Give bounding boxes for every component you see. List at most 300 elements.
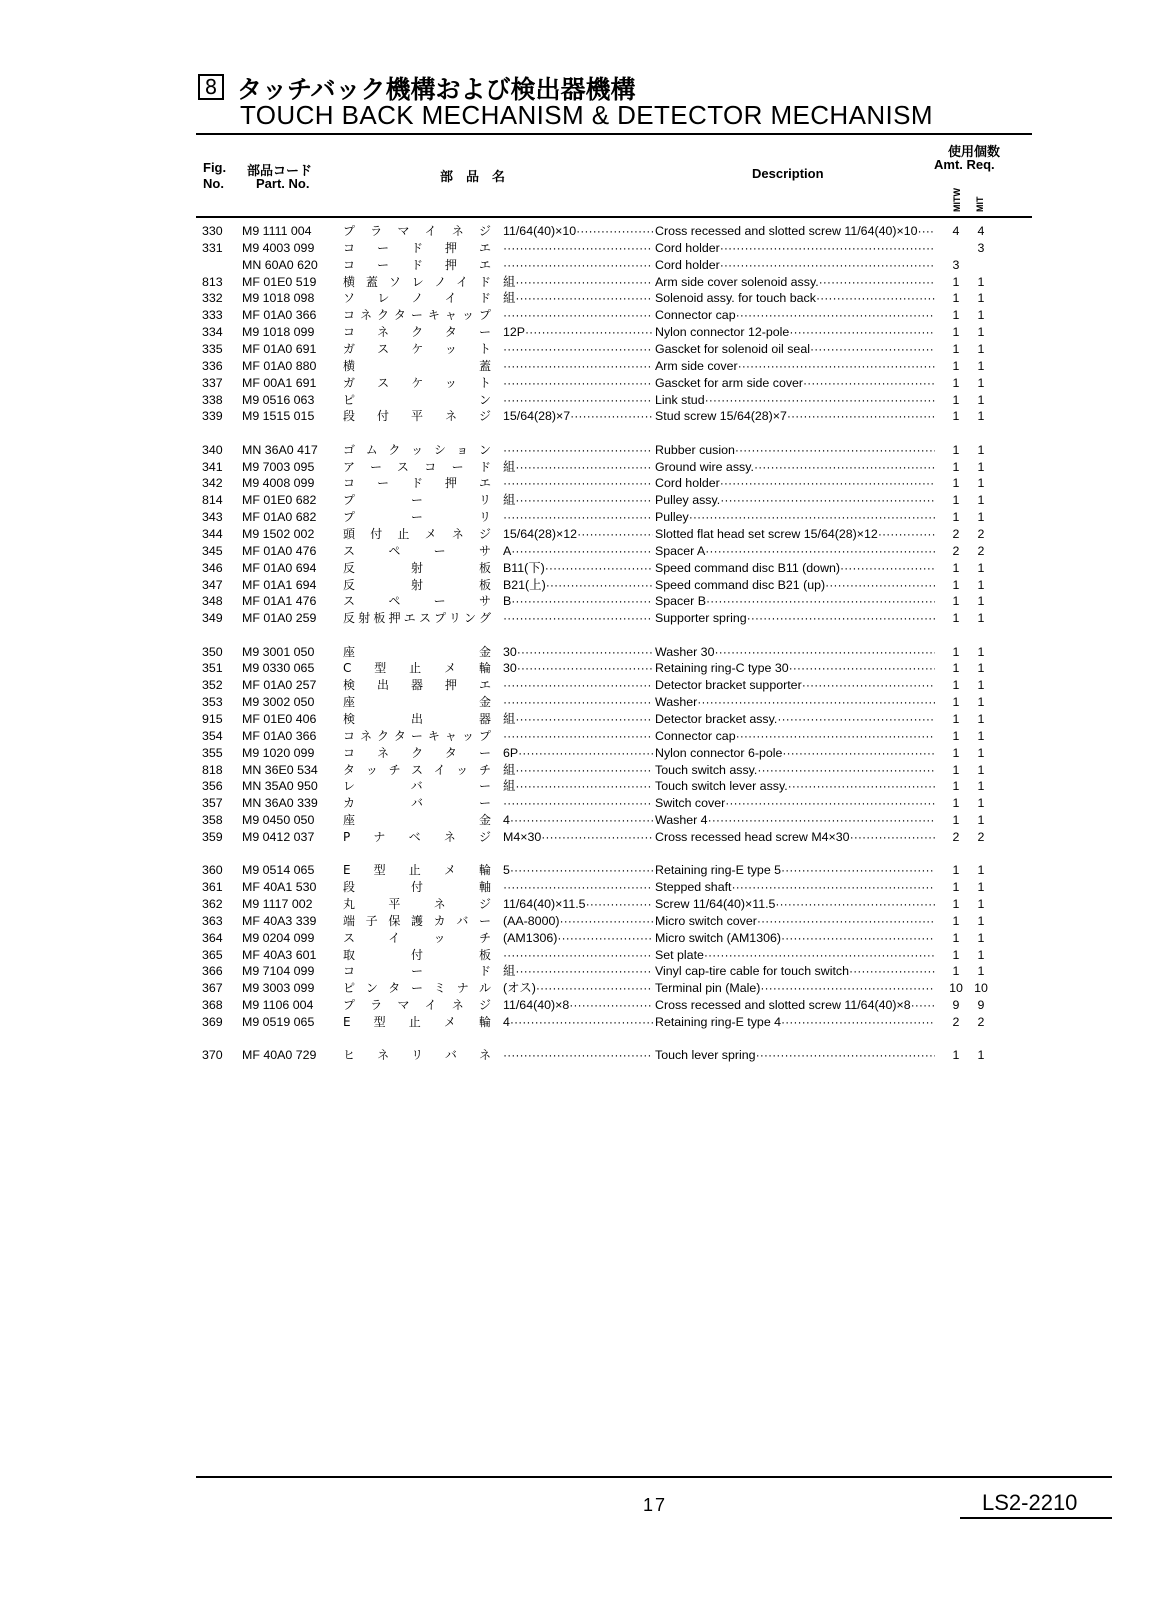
row-part-number: MF 01E0 406 (242, 712, 317, 726)
row-qty-mit: 1 (977, 712, 985, 726)
row-part-name-jp: 端子保護カバー (343, 913, 491, 928)
row-description: Vinyl cap-tire cable for touch switch ····· (655, 963, 935, 980)
row-spec: (AA-8000) ····· (503, 913, 653, 930)
row-part-number: M9 3003 099 (242, 981, 315, 996)
row-part-number: M9 1117 002 (242, 897, 313, 911)
section-title-jp: タッチバック機構および検出器機構 (237, 75, 636, 104)
document-code-underline (960, 1517, 1112, 1519)
row-description: Set plate ····· (655, 947, 935, 964)
row-part-number: MN 60A0 620 (242, 257, 318, 272)
row-part-name-jp: 横蓋ソレノイド (343, 274, 491, 289)
row-fig-number: 356 (202, 779, 223, 794)
row-qty-mitw: 2 (952, 543, 960, 558)
row-part-name-jp: カバー (343, 796, 491, 811)
page-number: 17 (642, 1495, 668, 1515)
row-qty-mitw: 1 (952, 947, 960, 962)
row-description: Washer 30 ····· (655, 644, 935, 661)
row-description: Screw 11/64(40)×11.5 ····· (655, 896, 935, 913)
row-part-name-jp: 段付平ネジ (343, 409, 491, 424)
footer-rule (196, 1476, 1112, 1478)
table-row (0, 341, 1160, 358)
row-description: Detector bracket supporter ····· (655, 677, 935, 694)
row-qty-mit: 4 (977, 224, 985, 238)
row-qty-mit: 1 (977, 863, 985, 878)
table-row (0, 997, 1160, 1014)
row-spec (503, 509, 653, 526)
row-description: Gascket for solenoid oil seal ····· (655, 341, 935, 358)
row-description: Rubber cusion ····· (655, 442, 935, 459)
row-qty-mitw: 1 (952, 611, 960, 626)
row-qty-mitw: 1 (952, 577, 960, 592)
row-part-number: MF 40A3 339 (242, 913, 317, 928)
header-fig: Fig. (203, 160, 227, 175)
row-part-number: M9 1106 004 (242, 998, 314, 1013)
row-spec: 30 ····· (503, 644, 653, 661)
table-row (0, 240, 1160, 257)
row-qty-mitw: 1 (952, 661, 960, 676)
row-fig-number: 915 (202, 712, 223, 726)
row-part-number: M9 3002 050 (242, 695, 315, 710)
row-description: Speed command disc B11 (down) ····· (655, 560, 935, 577)
row-part-name-jp: アースコード (343, 459, 491, 474)
table-row (0, 324, 1160, 341)
row-part-number: MF 40A3 601 (242, 947, 317, 962)
row-qty-mit: 10 (974, 981, 988, 996)
row-spec: 11/64(40)×10 ····· (503, 223, 653, 240)
row-qty-mit: 1 (977, 745, 985, 760)
row-qty-mit: 1 (977, 375, 985, 390)
row-description: Cross recessed head screw M4×30 ····· (655, 829, 935, 846)
row-part-name-jp: コード (343, 964, 491, 979)
row-spec: B ····· (503, 593, 653, 610)
row-qty-mit: 1 (977, 594, 985, 609)
row-spec: M4×30 ····· (503, 829, 653, 846)
table-row (0, 577, 1160, 594)
row-fig-number: 342 (202, 476, 223, 491)
row-description: Cross recessed and slotted screw 11/64(40)×8 ····· (655, 997, 935, 1014)
row-spec (503, 392, 653, 409)
row-part-name-jp: レバー (343, 779, 491, 794)
table-row (0, 947, 1160, 964)
row-part-number: MN 36E0 534 (242, 762, 318, 777)
row-part-name-jp: ガスケット (343, 341, 491, 356)
row-qty-mitw: 1 (952, 728, 960, 743)
row-qty-mit: 1 (977, 796, 985, 811)
row-spec (503, 728, 653, 745)
row-qty-mit: 1 (977, 880, 985, 895)
table-row (0, 290, 1160, 307)
row-part-name-jp: 段付軸 (343, 880, 491, 895)
row-description: Detector bracket assy. ····· (655, 711, 935, 728)
row-spec (503, 307, 653, 324)
table-row (0, 475, 1160, 492)
row-part-number: MF 01A1 694 (242, 577, 317, 592)
row-spec (503, 795, 653, 812)
row-fig-number: 361 (202, 880, 223, 895)
row-qty-mitw: 1 (952, 964, 960, 979)
table-row (0, 862, 1160, 879)
row-spec: B11(下) ····· (503, 560, 653, 577)
row-qty-mitw: 2 (952, 829, 960, 844)
row-qty-mit: 1 (977, 341, 985, 356)
row-part-name-jp: 検出器押エ (343, 678, 491, 693)
row-fig-number: 341 (202, 459, 223, 474)
row-fig-number: 813 (202, 274, 223, 289)
table-row (0, 980, 1160, 997)
row-spec: 11/64(40)×11.5 ····· (503, 896, 653, 913)
row-spec: 15/64(28)×7 ····· (503, 408, 653, 425)
row-part-number: MF 40A1 530 (242, 880, 317, 895)
row-qty-mit: 1 (977, 493, 985, 508)
row-part-number: M9 1018 098 (242, 291, 315, 306)
row-qty-mitw: 1 (952, 913, 960, 928)
row-part-name-jp: 丸平ネジ (343, 897, 491, 911)
row-qty-mit: 1 (977, 695, 985, 710)
row-description: Link stud ····· (655, 392, 935, 409)
row-description: Solenoid assy. for touch back ····· (655, 290, 935, 307)
row-description: Touch switch lever assy. ····· (655, 778, 935, 795)
row-spec (503, 1047, 653, 1064)
row-part-name-jp: スペーサ (343, 543, 491, 558)
table-row (0, 375, 1160, 392)
row-fig-number: 370 (202, 1048, 223, 1063)
row-qty-mitw: 1 (952, 678, 960, 693)
row-part-name-jp: ソレノイド (343, 291, 491, 306)
row-fig-number: 357 (202, 796, 223, 811)
row-part-name-jp: 検出器 (343, 712, 491, 726)
row-part-number: MF 40A0 729 (242, 1048, 317, 1063)
row-fig-number: 365 (202, 947, 223, 962)
row-part-number: MF 01E0 682 (242, 493, 317, 508)
row-fig-number: 362 (202, 897, 223, 911)
row-part-number: M9 1502 002 (242, 526, 315, 541)
table-row (0, 778, 1160, 795)
row-part-name-jp: コネクターキャップ (343, 308, 491, 323)
row-qty-mitw: 1 (952, 325, 960, 340)
header-amount-req: Amt. Req. (934, 157, 995, 172)
row-part-name-jp: 横蓋 (343, 358, 491, 373)
row-spec (503, 257, 653, 274)
row-spec: 組 ····· (503, 778, 653, 795)
row-fig-number: 350 (202, 644, 223, 659)
row-qty-mit: 1 (977, 577, 985, 592)
row-qty-mitw: 1 (952, 897, 960, 911)
table-row (0, 795, 1160, 812)
row-description: Pulley ····· (655, 509, 935, 526)
row-spec: 11/64(40)×8 ····· (503, 997, 653, 1014)
row-spec: 組 ····· (503, 274, 653, 291)
row-qty-mit: 1 (977, 964, 985, 979)
row-qty-mitw: 2 (952, 526, 960, 541)
row-fig-number: 345 (202, 543, 223, 558)
row-spec (503, 947, 653, 964)
row-fig-number: 347 (202, 577, 223, 592)
table-row (0, 711, 1160, 728)
row-part-name-jp: C型止メ輪 (343, 661, 491, 676)
row-qty-mit: 2 (977, 543, 985, 558)
row-fig-number: 348 (202, 594, 223, 609)
row-qty-mit: 1 (977, 678, 985, 693)
row-qty-mitw: 10 (949, 981, 963, 996)
row-qty-mit: 1 (977, 1048, 985, 1063)
table-row (0, 610, 1160, 627)
row-part-number: MF 01A0 880 (242, 358, 317, 373)
row-part-name-jp: 反射板押エスプリング (343, 611, 491, 626)
row-description: Switch cover ····· (655, 795, 935, 812)
row-description: Gascket for arm side cover ····· (655, 375, 935, 392)
row-fig-number: 338 (202, 392, 223, 407)
table-row (0, 644, 1160, 661)
row-description: Washer 4 ····· (655, 812, 935, 829)
row-fig-number: 351 (202, 661, 223, 676)
row-qty-mit: 9 (977, 998, 985, 1013)
row-fig-number: 359 (202, 829, 223, 844)
row-description: Speed command disc B21 (up) ····· (655, 577, 935, 594)
row-qty-mit: 1 (977, 779, 985, 794)
header-rule (196, 216, 1032, 218)
row-part-number: M9 0516 063 (242, 392, 315, 407)
table-row (0, 593, 1160, 610)
row-part-number: M9 1111 004 (242, 224, 312, 238)
row-qty-mitw: 1 (952, 863, 960, 878)
row-part-name-jp: 取付板 (343, 947, 491, 962)
row-part-name-jp: ピン (343, 392, 491, 407)
row-part-number: MF 01A0 257 (242, 678, 317, 693)
row-part-name-jp: ピンターミナル (343, 981, 491, 996)
row-spec: (AM1306) ····· (503, 930, 653, 947)
row-qty-mit: 1 (977, 308, 985, 323)
row-part-number: M9 3001 050 (242, 644, 315, 659)
table-row (0, 963, 1160, 980)
row-qty-mit: 1 (977, 392, 985, 407)
row-description: Spacer B ····· (655, 593, 935, 610)
row-part-number: M9 0450 050 (242, 813, 315, 828)
row-fig-number: 363 (202, 913, 223, 928)
row-description: Retaining ring-C type 30 ····· (655, 660, 935, 677)
row-part-number: M9 0330 065 (242, 661, 315, 676)
row-spec: 組 ····· (503, 711, 653, 728)
row-description: Slotted flat head set screw 15/64(28)×12 ····· (655, 526, 935, 543)
row-part-number: M9 0514 065 (242, 863, 315, 878)
row-part-name-jp: コード押エ (343, 240, 491, 255)
table-row (0, 274, 1160, 291)
row-fig-number: 334 (202, 325, 223, 340)
row-qty-mitw: 1 (952, 459, 960, 474)
row-description: Terminal pin (Male) ····· (655, 980, 935, 997)
row-part-name-jp: 反射板 (343, 560, 491, 575)
row-part-name-jp: ガスケット (343, 375, 491, 390)
header-part-no: Part. No. (256, 176, 310, 191)
table-row (0, 1047, 1160, 1064)
row-part-number: MN 36A0 417 (242, 442, 318, 457)
row-qty-mitw: 1 (952, 796, 960, 811)
row-description: Cross recessed and slotted screw 11/64(40)×10 ····· (655, 223, 935, 240)
row-part-number: MF 01A0 682 (242, 510, 317, 525)
row-qty-mitw: 1 (952, 745, 960, 760)
row-qty-mit: 1 (977, 611, 985, 626)
row-part-name-jp: スペーサ (343, 594, 491, 609)
table-row (0, 913, 1160, 930)
row-qty-mitw: 1 (952, 291, 960, 306)
row-fig-number: 368 (202, 998, 223, 1013)
row-fig-number: 335 (202, 341, 223, 356)
row-qty-mitw: 2 (952, 1014, 960, 1029)
row-qty-mit: 1 (977, 897, 985, 911)
row-part-name-jp: 座金 (343, 644, 491, 659)
header-col-mit: MIT (975, 196, 985, 212)
row-fig-number: 343 (202, 510, 223, 525)
row-part-number: MF 01A0 694 (242, 560, 317, 575)
row-part-number: MF 00A1 691 (242, 375, 317, 390)
table-row (0, 762, 1160, 779)
row-fig-number: 330 (202, 224, 223, 238)
row-part-number: MF 01E0 519 (242, 274, 317, 289)
row-fig-number: 331 (202, 240, 223, 255)
table-row (0, 358, 1160, 375)
table-row (0, 408, 1160, 425)
row-qty-mit: 1 (977, 358, 985, 373)
row-spec (503, 610, 653, 627)
row-part-name-jp: Pナベネジ (343, 829, 491, 844)
row-qty-mit: 1 (977, 661, 985, 676)
row-spec (503, 341, 653, 358)
row-fig-number: 332 (202, 291, 223, 306)
row-spec: 組 ····· (503, 492, 653, 509)
row-description: Arm side cover ····· (655, 358, 935, 375)
row-description: Nylon connector 12-pole ····· (655, 324, 935, 341)
row-fig-number: 369 (202, 1014, 223, 1029)
title-rule (196, 133, 1032, 135)
row-part-number: M9 1515 015 (242, 409, 315, 424)
row-description: Connector cap ····· (655, 307, 935, 324)
row-qty-mit: 3 (977, 240, 985, 255)
row-spec: 組 ····· (503, 459, 653, 476)
row-qty-mit: 1 (977, 930, 985, 945)
row-description: Cord holder ····· (655, 475, 935, 492)
row-spec (503, 442, 653, 459)
row-part-number: M9 4008 099 (242, 476, 315, 491)
row-qty-mit: 1 (977, 762, 985, 777)
header-part-name-jp: 部 品 名 (440, 170, 506, 185)
row-spec: 組 ····· (503, 762, 653, 779)
row-qty-mitw: 1 (952, 392, 960, 407)
row-part-name-jp: コード押エ (343, 257, 491, 272)
row-qty-mit: 1 (977, 913, 985, 928)
row-spec (503, 677, 653, 694)
row-spec: 6P ····· (503, 745, 653, 762)
row-description: Cord holder ····· (655, 240, 935, 257)
row-part-name-jp: コネクターキャップ (343, 728, 491, 743)
row-spec: 12P ····· (503, 324, 653, 341)
row-qty-mitw: 3 (952, 257, 960, 272)
row-qty-mitw: 1 (952, 695, 960, 710)
row-part-name-jp: スイッチ (343, 930, 491, 945)
row-fig-number: 364 (202, 930, 223, 945)
row-description: Spacer A ····· (655, 543, 935, 560)
row-part-number: M9 7003 095 (242, 459, 315, 474)
row-description: Pulley assy. ····· (655, 492, 935, 509)
table-row (0, 509, 1160, 526)
table-row (0, 879, 1160, 896)
row-qty-mitw: 1 (952, 409, 960, 424)
table-row (0, 526, 1160, 543)
row-part-number: M9 1018 099 (242, 325, 315, 340)
table-row (0, 660, 1160, 677)
row-spec: 30 ····· (503, 660, 653, 677)
row-part-name-jp: プーリ (343, 493, 491, 508)
row-description: Washer ····· (655, 694, 935, 711)
row-qty-mit: 1 (977, 442, 985, 457)
row-spec: A ····· (503, 543, 653, 560)
row-qty-mitw: 1 (952, 341, 960, 356)
row-part-name-jp: コネクター (343, 745, 491, 760)
row-qty-mitw: 1 (952, 308, 960, 323)
row-qty-mitw: 1 (952, 813, 960, 828)
row-part-number: M9 1020 099 (242, 745, 315, 760)
row-fig-number: 344 (202, 526, 223, 541)
row-qty-mit: 2 (977, 526, 985, 541)
row-qty-mitw: 1 (952, 358, 960, 373)
row-fig-number: 355 (202, 745, 223, 760)
row-part-number: M9 0204 099 (242, 930, 315, 945)
row-qty-mitw: 1 (952, 594, 960, 609)
row-qty-mitw: 1 (952, 560, 960, 575)
table-row (0, 492, 1160, 509)
row-part-name-jp: 座金 (343, 813, 491, 828)
row-part-name-jp: E型止メ輪 (343, 863, 491, 878)
row-qty-mit: 1 (977, 409, 985, 424)
row-fig-number: 349 (202, 611, 223, 626)
row-fig-number: 354 (202, 728, 223, 743)
row-qty-mit: 1 (977, 813, 985, 828)
row-fig-number: 366 (202, 964, 223, 979)
row-qty-mit: 1 (977, 291, 985, 306)
table-row (0, 930, 1160, 947)
row-part-number: MF 01A0 476 (242, 543, 317, 558)
row-part-number: MF 01A1 476 (242, 594, 317, 609)
row-part-name-jp: ゴムクッション (343, 442, 491, 457)
table-row (0, 543, 1160, 560)
row-qty-mitw: 1 (952, 274, 960, 289)
document-code: LS2-2210 (982, 1490, 1078, 1515)
row-qty-mitw: 4 (952, 224, 960, 238)
table-row (0, 896, 1160, 913)
row-fig-number: 339 (202, 409, 223, 424)
row-part-name-jp: コネクター (343, 325, 491, 340)
table-row (0, 812, 1160, 829)
row-part-name-jp: E型止メ輪 (343, 1014, 491, 1029)
row-description: Stud screw 15/64(28)×7 ····· (655, 408, 935, 425)
row-fig-number: 336 (202, 358, 223, 373)
row-part-name-jp: 頭付止メネジ (343, 526, 491, 541)
row-description: Micro switch (AM1306) ····· (655, 930, 935, 947)
section-number-box: 8 (198, 74, 224, 100)
row-spec: 4 ····· (503, 812, 653, 829)
row-description: Ground wire assy. ····· (655, 459, 935, 476)
table-row (0, 829, 1160, 846)
row-qty-mitw: 1 (952, 930, 960, 945)
row-spec (503, 694, 653, 711)
table-row (0, 694, 1160, 711)
row-fig-number: 353 (202, 695, 223, 710)
row-description: Arm side cover solenoid assy. ····· (655, 274, 935, 291)
row-spec: B21(上) ····· (503, 577, 653, 594)
row-fig-number: 367 (202, 981, 223, 996)
table-row (0, 745, 1160, 762)
section-title-en: TOUCH BACK MECHANISM & DETECTOR MECHANISM (240, 100, 933, 130)
row-part-number: MF 01A0 259 (242, 611, 317, 626)
row-qty-mit: 2 (977, 1014, 985, 1029)
